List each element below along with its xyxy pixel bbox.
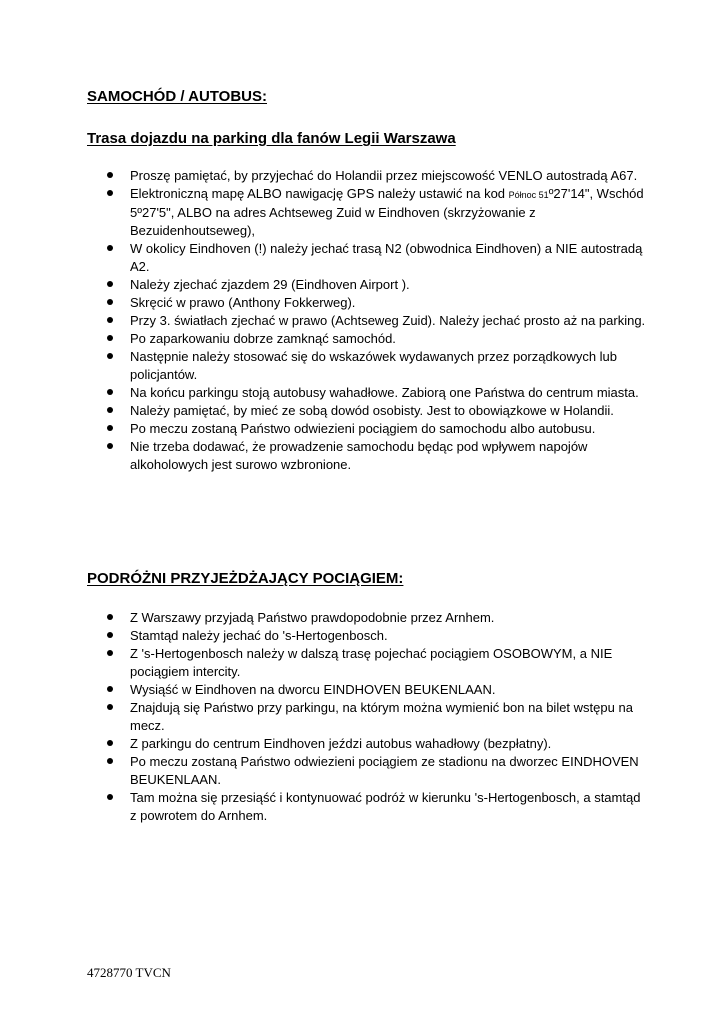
bullet-icon (107, 758, 113, 764)
bullet-icon (107, 425, 113, 431)
train-route-list (107, 609, 647, 825)
list-item: Znajdują się Państwo przy parkingu, na którym można wymienić bon na bilet wstępu na mecz. (107, 699, 647, 735)
bullet-icon (107, 172, 113, 178)
list-item: Na końcu parkingu stoją autobusy wahadłowe. Zabiorą one Państwa do centrum miasta. (107, 384, 647, 402)
bullet-icon (107, 686, 113, 692)
list-item: Skręcić w prawo (Anthony Fokkerweg). (107, 294, 647, 312)
bullet-icon (107, 353, 113, 359)
list-item: Przy 3. światłach zjechać w prawo (Achtseweg Zuid). Należy jechać prosto aż na parking. (107, 312, 647, 330)
car-route-list (107, 167, 647, 474)
list-item: Z parkingu do centrum Eindhoven jeździ autobus wahadłowy (bezpłatny). (107, 735, 647, 753)
list-item: Wysiąść w Eindhoven na dworcu EINDHOVEN BEUKENLAAN. (107, 681, 647, 699)
bullet-icon (107, 317, 113, 323)
section-train-title: PODRÓŻNI PRZYJEŻDŻAJĄCY POCIĄGIEM: (87, 570, 404, 587)
bullet-icon (107, 794, 113, 800)
bullet-icon (107, 650, 113, 656)
list-item: Należy pamiętać, by mieć ze sobą dowód osobisty. Jest to obowiązkowe w Holandii. (107, 402, 647, 420)
bullet-icon (107, 632, 113, 638)
list-item: Proszę pamiętać, by przyjechać do Holandii przez miejscowość VENLO autostradą A67. (107, 167, 647, 185)
bullet-icon (107, 407, 113, 413)
bullet-icon (107, 704, 113, 710)
list-item: W okolicy Eindhoven (!) należy jechać trasą N2 (obwodnica Eindhoven) a NIE autostradą A2. (107, 240, 647, 276)
list-item: Należy zjechać zjazdem 29 (Eindhoven Airport ). (107, 276, 647, 294)
bullet-icon (107, 299, 113, 305)
list-item: Tam można się przesiąść i kontynuować podróż w kierunku 's-Hertogenbosch, a stamtąd z powrotem do Arnhem. (107, 789, 647, 825)
bullet-icon (107, 740, 113, 746)
list-item: Z 's-Hertogenbosch należy w dalszą trasę pojechać pociągiem OSOBOWYM, a NIE pociągiem intercity. (107, 645, 647, 681)
list-item: Następnie należy stosować się do wskazówek wydawanych przez porządkowych lub policjantów. (107, 348, 647, 384)
section-car-subtitle: Trasa dojazdu na parking dla fanów Legii Warszawa (87, 130, 456, 147)
list-item: Nie trzeba dodawać, że prowadzenie samochodu będąc pod wpływem napojów alkoholowych jest surowo wzbronione. (107, 438, 647, 474)
bullet-icon (107, 389, 113, 395)
list-item: Z Warszawy przyjadą Państwo prawdopodobnie przez Arnhem. (107, 609, 647, 627)
list-item: Stamtąd należy jechać do 's-Hertogenbosch. (107, 627, 647, 645)
bullet-icon (107, 335, 113, 341)
section-car-title: SAMOCHÓD / AUTOBUS: (87, 88, 267, 105)
bullet-icon (107, 245, 113, 251)
list-item: Po meczu zostaną Państwo odwiezieni pociągiem do samochodu albo autobusu. (107, 420, 647, 438)
document-footer-code: 4728770 TVCN (87, 965, 171, 980)
list-item: Elektroniczną mapę ALBO nawigację GPS należy ustawić na kod Północ 51º27'14", Wschód 5º27'5", ALBO na adres Achtseweg Zuid w Eindhoven (skrzyżowanie z Bezuidenhoutseweg), (107, 185, 647, 240)
bullet-icon (107, 281, 113, 287)
bullet-icon (107, 190, 113, 196)
list-item: Po meczu zostaną Państwo odwiezieni pociągiem ze stadionu na dworzec EINDHOVEN BEUKENLAAN. (107, 753, 647, 789)
bullet-icon (107, 443, 113, 449)
bullet-icon (107, 614, 113, 620)
list-item: Po zaparkowaniu dobrze zamknąć samochód. (107, 330, 647, 348)
